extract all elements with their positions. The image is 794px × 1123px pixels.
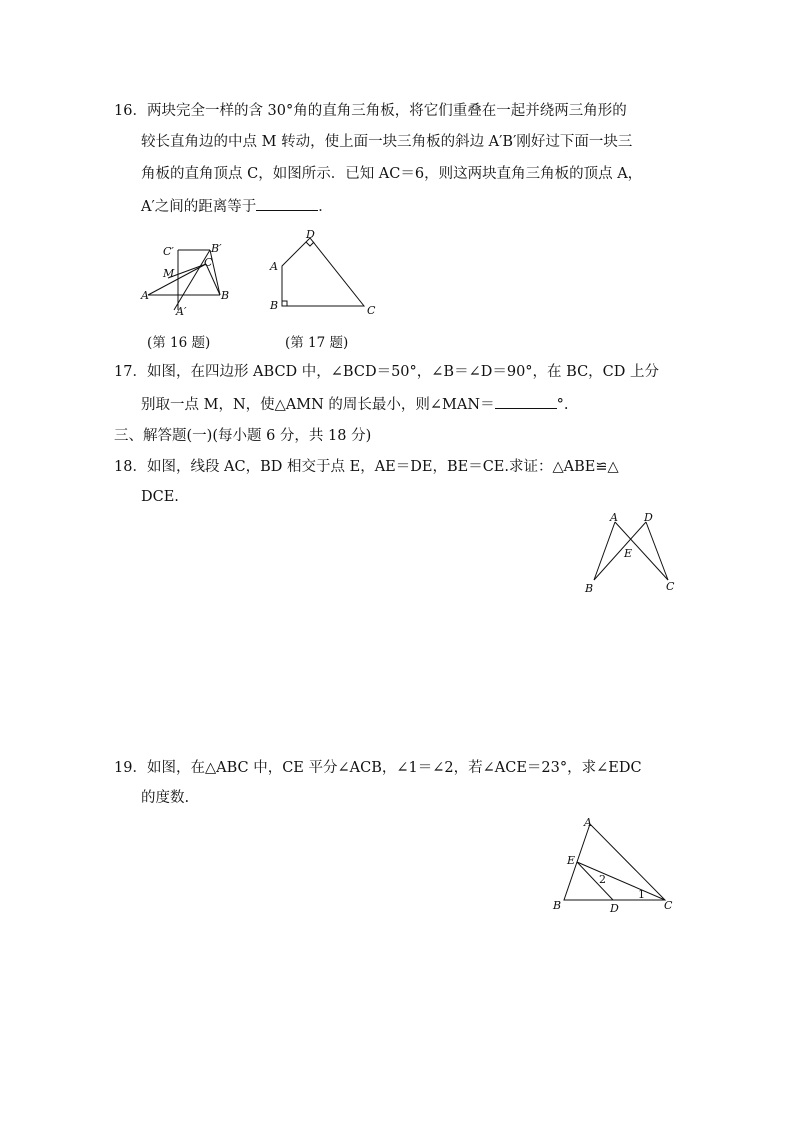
fig18-label-b: B [585, 582, 594, 595]
fig17-right-angle-b [282, 301, 287, 306]
q19-line-2: 的度数. [141, 790, 190, 806]
fig19-label-c: C [664, 899, 673, 912]
fig18-label-c: C [666, 580, 675, 593]
fig18-edge-d-b [594, 522, 646, 580]
fig19-label-a: A [584, 816, 592, 829]
fig17-label-c: C [367, 304, 376, 317]
fig17-quadrilateral [282, 238, 364, 306]
fig16-label-m: M [163, 267, 175, 280]
q16-line-4-end: ． [318, 199, 333, 215]
fig18-label-d: D [644, 511, 653, 524]
fig18-label-a: A [610, 511, 618, 524]
fig19-label-d: D [610, 902, 619, 915]
fig16-label-a: A [141, 289, 149, 302]
fig16-caption: (第 16 题) [147, 335, 211, 351]
fig17-label-a: A [270, 260, 278, 273]
q16-line-3: 角板的直角顶点 C，如图所示．已知 AC＝6，则这两块直角三角板的顶点 A， [141, 166, 643, 182]
figure-17 [266, 228, 386, 320]
fig16-label-c: C [204, 256, 213, 269]
fig16-label-b: B [221, 289, 230, 302]
q17-line-2-end: °. [556, 397, 569, 413]
q19-line-1: 19．如图，在△ABC 中，CE 平分∠ACB，∠1＝∠2，若∠ACE＝23°，求∠EDC [114, 760, 642, 776]
q16-line-4-text: A′之间的距离等于 [141, 199, 257, 215]
q17-line-2 [141, 394, 568, 415]
fig18-edge-a-b [594, 522, 615, 580]
figure-16 [130, 238, 240, 318]
fig16-label-a1: A′ [176, 305, 187, 318]
fig19-angle-1-label: 1 [638, 888, 645, 901]
q17-answer-blank [495, 394, 557, 409]
fig16-edge-a-c [148, 264, 206, 295]
fig16-label-b1: B′ [211, 242, 222, 255]
fig19-triangle-abc [564, 824, 665, 900]
q16-line-4 [141, 196, 333, 217]
q17-line-1: 17．如图，在四边形 ABCD 中，∠BCD＝50°，∠B＝∠D＝90°，在 BC，CD 上分 [114, 364, 660, 380]
fig17-label-b: B [270, 299, 279, 312]
fig19-angle-2-label: 2 [599, 873, 606, 886]
q16-line-2: 较长直角边的中点 M 转动，使上面一块三角板的斜边 A′B′刚好过下面一块三 [141, 134, 633, 150]
fig16-label-c1: C′ [163, 245, 174, 258]
section-3-title: 三、解答题(一)(每小题 6 分，共 18 分) [114, 428, 372, 444]
figure-19 [548, 812, 683, 917]
fig17-right-angle-d [306, 242, 314, 246]
fig17-label-d: D [306, 228, 315, 241]
q17-line-2-text: 别取一点 M，N，使△AMN 的周长最小，则∠MAN＝ [141, 397, 495, 413]
fig19-label-e: E [567, 854, 576, 867]
fig19-segment-ed [577, 862, 613, 900]
q18-line-2: DCE. [141, 489, 179, 505]
fig17-caption: (第 17 题) [285, 335, 349, 351]
q16-answer-blank [256, 196, 318, 211]
q18-line-1: 18．如图，线段 AC，BD 相交于点 E，AE＝DE，BE＝CE.求证：△ABE≌△ [114, 459, 619, 475]
fig18-edge-d-c [646, 522, 668, 580]
fig19-label-b: B [553, 899, 562, 912]
q16-line-1: 16．两块完全一样的含 30°角的直角三角板，将它们重叠在一起并绕两三角形的 [114, 103, 627, 119]
figure-18 [580, 510, 685, 598]
fig18-label-e: E [624, 547, 633, 560]
fig19-segment-ec [577, 862, 665, 900]
fig18-edge-a-c [615, 522, 668, 580]
